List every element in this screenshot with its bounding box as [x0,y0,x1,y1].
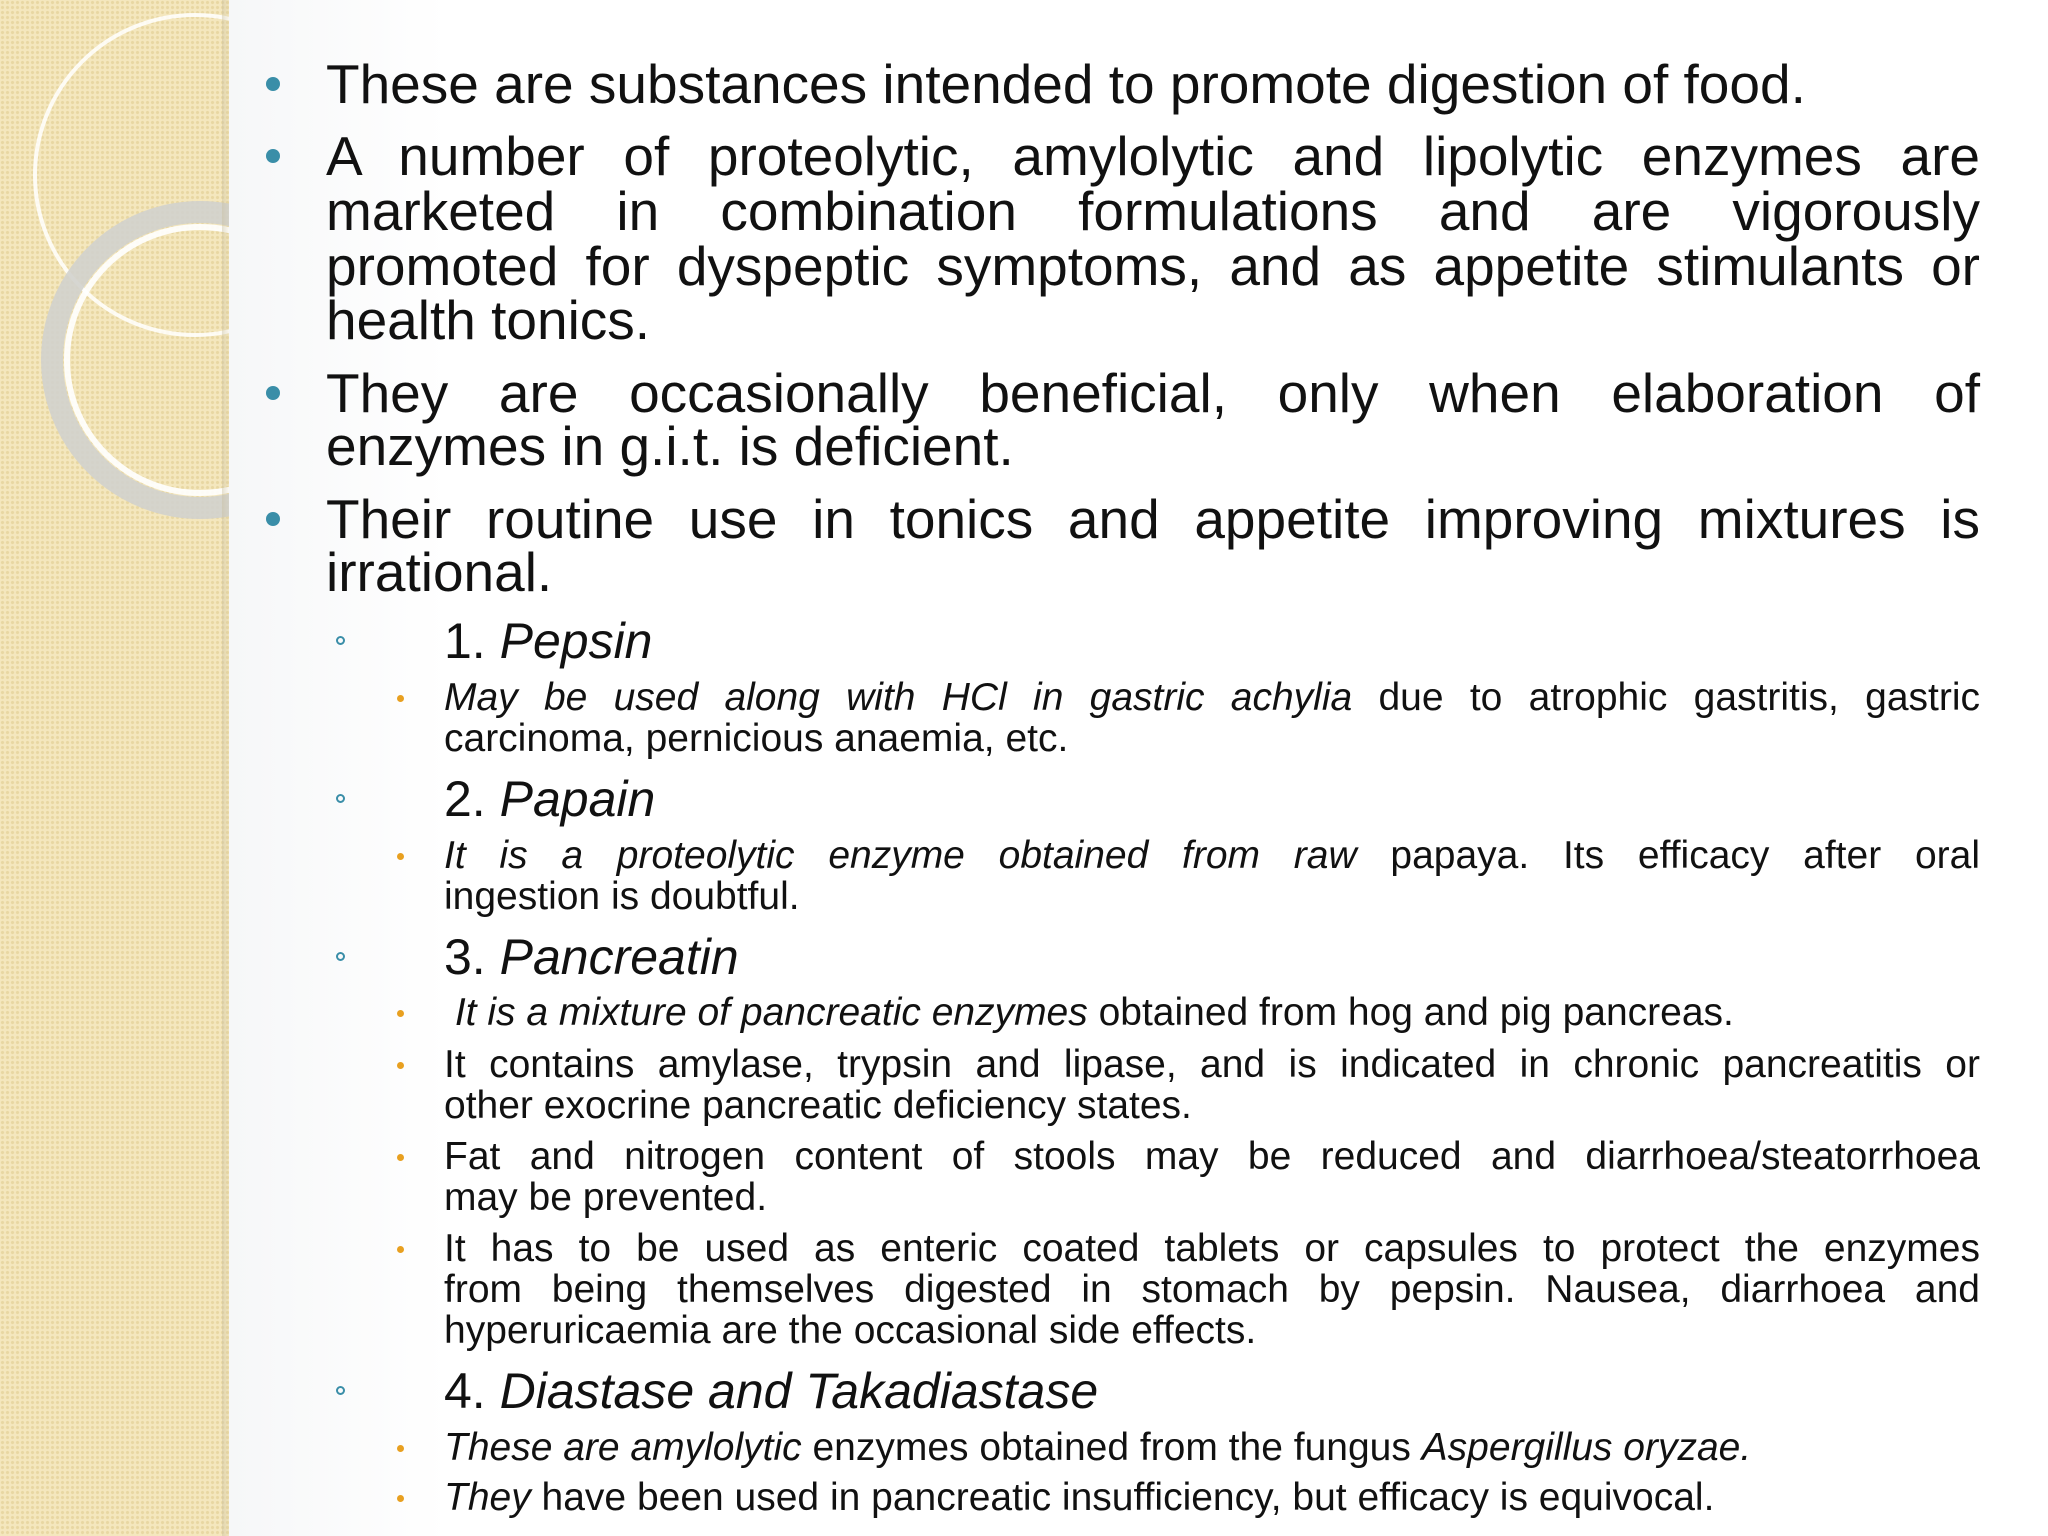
bullet-text-line: health tonics. [326,289,651,351]
section-number: 3. [444,929,486,985]
point-dot [397,1445,404,1452]
section-name: Pancreatin [499,929,739,985]
bullet-text-line: promoted for dyspeptic symptoms, and as appetite stimulants or [326,235,1980,297]
point-italic-text: They [444,1476,531,1519]
point-text-line [444,676,1980,720]
section-heading [444,1363,1980,1419]
point-text: papaya. Its efficacy after oral [1356,834,1980,877]
section-heading [444,771,1980,827]
bullet-text-line: They are occasionally beneficial, only when elaboration of [326,362,1980,424]
point-dot [397,1154,404,1161]
section-ring-bullet [336,794,345,803]
point-text-line [444,834,1980,878]
bullet-text-line: A number of proteolytic, amylolytic and lipolytic enzymes are [326,125,1980,187]
point-text-line: from being themselves digested in stomach by pepsin. Nausea, diarrhoea and [444,1268,1980,1311]
point-dot [397,695,404,702]
point-italic-text: Aspergillus oryzae. [1421,1426,1752,1469]
point-text-line: Fat and nitrogen content of stools may be reduced and diarrhoea/steatorrhoea [444,1135,1980,1178]
bullet-text-line: marketed in combination formulations and are vigorously [326,180,1980,242]
point-text-line: ingestion is doubtful. [444,875,800,918]
bullet-text-line: Their routine use in tonics and appetite improving mixtures is [326,488,1980,550]
section-heading [444,929,1980,985]
point-text-line: hyperuricaemia are the occasional side effects. [444,1309,1257,1352]
bullet-text-line: These are substances intended to promote digestion of food. [326,53,1806,115]
point-dot [397,1495,404,1502]
section-ring-bullet [336,952,345,961]
section-heading [444,613,1980,669]
section-name: Pepsin [499,613,653,669]
point-dot [397,1010,404,1017]
bullet-dot [266,512,280,526]
section-number: 2. [444,771,486,827]
point-text: obtained from hog and pig pancreas. [1087,991,1734,1034]
section-number: 4. [444,1363,486,1419]
point-text: enzymes obtained from the fungus [801,1426,1422,1469]
point-text-line [444,1426,1980,1470]
section-number: 1. [444,613,486,669]
bullet-dot [266,149,280,163]
bullet-text-line: irrational. [326,541,553,603]
point-italic-text: These are amylolytic [444,1426,802,1469]
point-text-line: may be prevented. [444,1176,768,1219]
point-dot [397,1062,404,1069]
point-text-line: It contains amylase, trypsin and lipase, and is indicated in chronic pancreatitis or [444,1043,1980,1086]
point-text: have been used in pancreatic insufficiency, but efficacy is equivocal. [530,1476,1715,1519]
bullet-dot [266,386,280,400]
point-text-line: It has to be used as enteric coated tablets or capsules to protect the enzymes [444,1227,1980,1270]
point-dot [397,853,404,860]
point-italic-text: It is a mixture of pancreatic enzymes [444,991,1088,1034]
point-text-line [444,991,1980,1035]
point-italic-text: It is a proteolytic enzyme obtained from raw [444,834,1357,877]
decorative-rings [0,0,229,1536]
point-text-line: other exocrine pancreatic deficiency states. [444,1084,1192,1127]
section-ring-bullet [336,636,345,645]
point-text-line: carcinoma, pernicious anaemia, etc. [444,717,1069,760]
bullet-dot [266,77,280,91]
section-name: Papain [499,771,656,827]
bullet-text-line: enzymes in g.i.t. is deficient. [326,415,1014,477]
point-dot [397,1246,404,1253]
section-name: Diastase and Takadiastase [499,1363,1099,1419]
decorative-sidebar [0,0,229,1536]
section-ring-bullet [336,1386,345,1395]
point-text-line [444,1476,1980,1520]
point-italic-text: May be used along with HCl in gastric achylia [444,676,1353,719]
point-text: due to atrophic gastritis, gastric [1352,676,1980,719]
